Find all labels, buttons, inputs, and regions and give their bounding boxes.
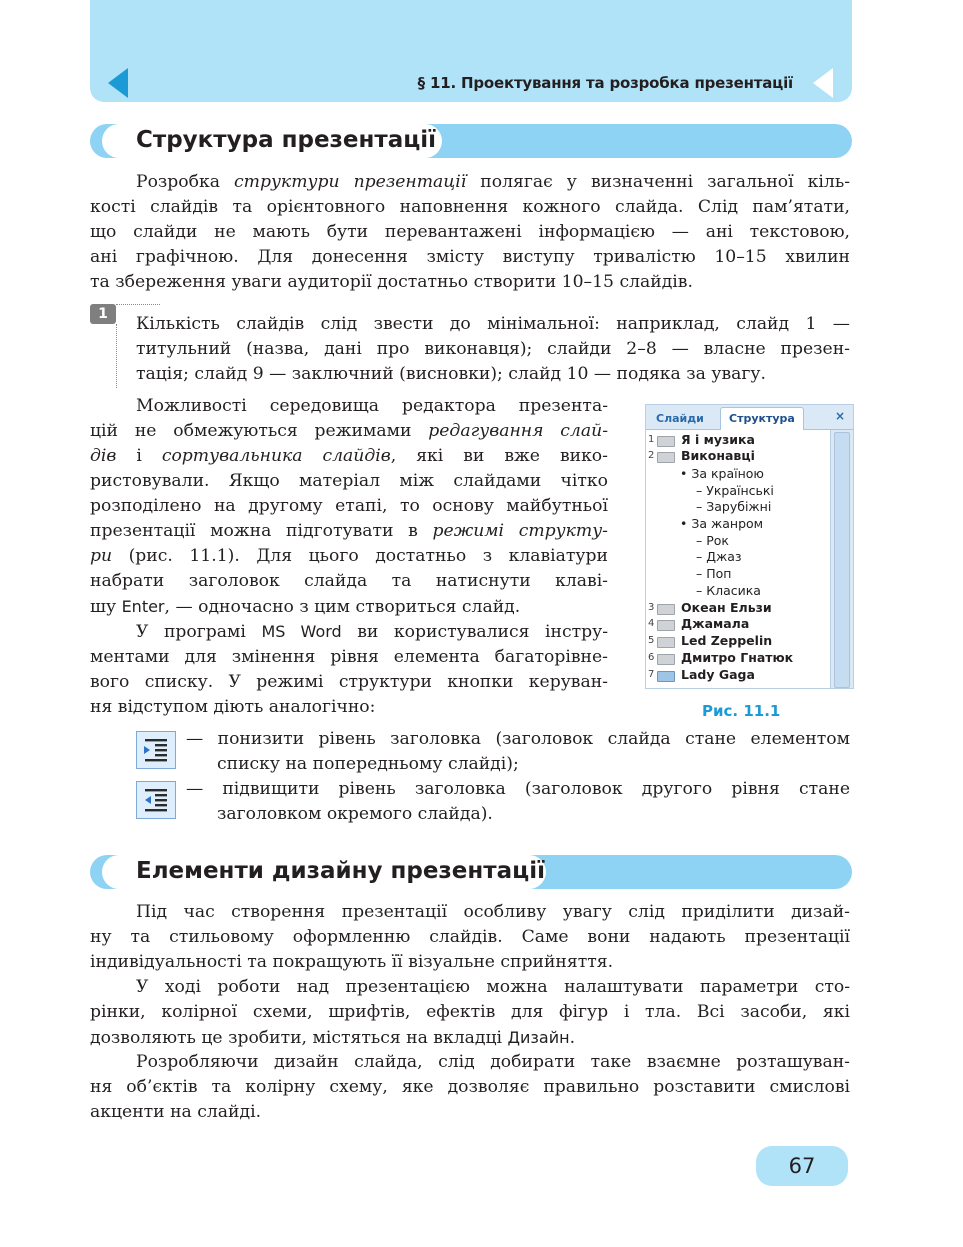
pane-tab-bar <box>646 405 853 430</box>
section-heading-design <box>90 855 852 889</box>
outline-subbullet-row[interactable]: – Українські <box>696 483 774 498</box>
paragraph <box>90 170 850 295</box>
scrollbar-thumb[interactable] <box>834 432 850 688</box>
text-line: шу Enter, — одночасно з цим створиться слайд. <box>90 597 521 617</box>
outline-pane-figure: Слайди Структура × 1 Я і музика 2 Виконавці • За країною – Українські – Зарубіжні • За жанром – Рок – Джаз – Поп – Класика 3 Океан Ельзи 4 Джамала 5 Led Zeppelin 6 Дмитро Гнатюк 7 Lady Gaga <box>645 404 854 689</box>
paragraph <box>90 1050 850 1125</box>
running-head: § 11. Проектування та розробка презентації <box>417 74 793 92</box>
slide-icon <box>657 620 675 631</box>
outline-subbullet-row[interactable]: – Зарубіжні <box>696 499 772 514</box>
note-text <box>136 312 850 387</box>
page-number: 67 <box>756 1146 848 1186</box>
demote-description <box>186 727 850 777</box>
tab-outline[interactable]: Структура <box>720 407 804 430</box>
text-line: заголовком окремого слайда). <box>217 804 493 824</box>
text-line: тація; слайд 9 — заключний (висновки); слайд 10 — подяка за увагу. <box>136 364 766 384</box>
text-line: та збереження уваги аудиторії достатньо створити 10–15 слайдів. <box>90 272 693 292</box>
slide-icon <box>657 671 675 682</box>
slide-icon <box>657 654 675 665</box>
text-line: У ході роботи над презентацією можна налаштувати параметри сто- <box>136 977 850 997</box>
text-line: Кількість слайдів слід звести до мінімальної: наприклад, слайд 1 — <box>136 314 850 334</box>
promote-indent-icon <box>136 781 176 819</box>
text-line: У програмі MS Word ви користувалися інстру- <box>136 622 609 642</box>
paragraph <box>90 619 608 720</box>
section-title: Структура презентації <box>136 127 437 153</box>
close-icon[interactable]: × <box>834 409 845 423</box>
text-line: дозволяють це зробити, містяться на вкладці Дизайн. <box>90 1028 576 1048</box>
text-line: ня відступом діють аналогічно: <box>90 697 376 717</box>
text-line: дів і сортувальника слайдів, які ви вже вико- <box>90 446 608 466</box>
triangle-right-icon <box>813 68 833 98</box>
outline-subbullet-row[interactable]: – Поп <box>696 566 732 581</box>
text-line: ри (рис. 11.1). Для цього достатньо з клавіатури <box>90 546 608 566</box>
note-divider <box>116 304 160 305</box>
section-title: Елементи дизайну презентації <box>136 858 545 884</box>
text-line: ня об’єктів та колірну схему, яке дозволяє правильно розставити смислові <box>90 1077 850 1097</box>
paragraph <box>90 900 850 975</box>
text-line: списку на попередньому слайді); <box>217 754 519 774</box>
tab-slides[interactable]: Слайди <box>656 412 704 425</box>
slide-icon <box>657 436 675 447</box>
text-line: ристовували. Якщо матеріал між слайдами чітко <box>90 471 608 491</box>
text-line: Можливості середовища редактора презента- <box>136 396 608 416</box>
figure-caption: Рис. 11.1 <box>702 702 781 720</box>
note-divider <box>116 324 117 388</box>
text-line: титульний (назва, дані про виконавця); слайди 2–8 — власне презен- <box>136 339 850 359</box>
slide-icon <box>657 637 675 648</box>
outline-subbullet-row[interactable]: – Джаз <box>696 549 742 564</box>
slide-icon <box>657 452 675 463</box>
demote-indent-icon <box>136 731 176 769</box>
slide-icon <box>657 604 675 615</box>
text-line: — понизити рівень заголовка (заголовок слайда стане елементом <box>186 729 850 749</box>
text-line: цій не обмежуються режимами редагування слай- <box>90 421 609 441</box>
text-line: рінки, колірної схеми, шрифтів, ефектів для фігур і тла. Всі засоби, які <box>90 1002 850 1022</box>
text-line: кості слайдів та орієнтовного наповнення кожного слайда. Слід пам’ятати, <box>90 197 850 217</box>
text-line: ані графічною. Для донесення змісту виступу тривалістю 10–15 хвилин <box>90 247 850 267</box>
paragraph <box>90 394 608 620</box>
text-line: акценти на слайді. <box>90 1102 262 1122</box>
outline-bullet-row[interactable]: • За країною <box>680 466 764 481</box>
text-line: вого списку. У режимі структури кнопки керуван- <box>90 672 608 692</box>
text-line: розподілено на другому етапі, то основу майбутньої <box>90 496 608 516</box>
outline-bullet-row[interactable]: • За жанром <box>680 516 764 531</box>
paragraph <box>90 975 850 1051</box>
text-line: презентації можна підготувати в режимі структу- <box>90 521 608 541</box>
text-line: що слайди не мають бути перевантажені інформацією — ані текстовою, <box>90 222 850 242</box>
scrollbar[interactable] <box>830 430 853 688</box>
text-line: ну та стильовому оформленню слайдів. Саме вони надають презентації <box>90 927 850 947</box>
section-heading-structure <box>90 124 852 158</box>
outline-subbullet-row[interactable]: – Класика <box>696 583 761 598</box>
text-line: Розробка структури презентації полягає у визначенні загальної кіль- <box>136 172 850 192</box>
note-badge: 1 <box>90 304 116 324</box>
triangle-left-icon <box>108 68 128 98</box>
promote-description <box>186 777 850 827</box>
outline-subbullet-row[interactable]: – Рок <box>696 533 729 548</box>
text-line: ментами для змінення рівня елемента багаторівне- <box>90 647 608 667</box>
text-line: Під час створення презентації особливу увагу слід приділити дизай- <box>136 902 850 922</box>
text-line: набрати заголовок слайда та натиснути клаві- <box>90 571 608 591</box>
text-line: індивідуальності та покращують її візуальне сприйняття. <box>90 952 614 972</box>
text-line: — підвищити рівень заголовка (заголовок другого рівня стане <box>186 779 850 799</box>
text-line: Розробляючи дизайн слайда, слід добирати таке взаємне розташуван- <box>136 1052 850 1072</box>
